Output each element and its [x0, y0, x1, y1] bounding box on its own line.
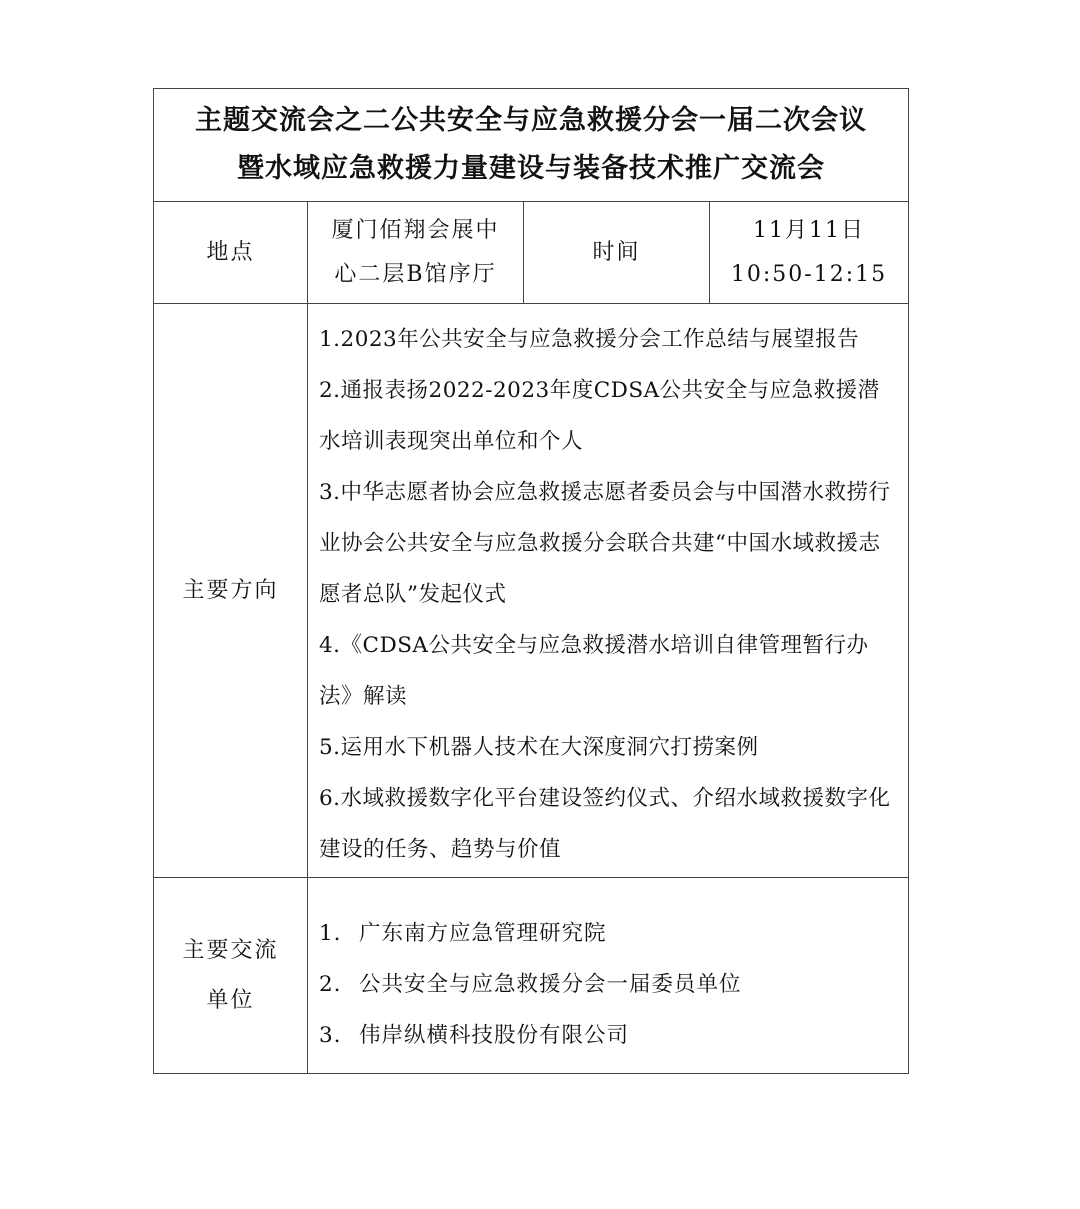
- unit-name: 广东南方应急管理研究院: [359, 921, 607, 946]
- location-value-line-2: 心二层B馆序厅: [334, 261, 497, 287]
- unit-number: 2.: [319, 972, 342, 997]
- units-row: [154, 878, 909, 1074]
- location-value-line-1: 厦门佰翔会展中: [331, 217, 500, 243]
- unit-item: [319, 959, 898, 1010]
- directions-content: [308, 304, 909, 878]
- unit-number: 3.: [319, 1023, 342, 1048]
- title-line-2: 暨水域应急救援力量建设与装备技术推广交流会: [237, 153, 825, 184]
- unit-item: [319, 1010, 898, 1061]
- direction-item: 6.水域救援数字化平台建设签约仪式、介绍水域救援数字化建设的任务、趋势与价值: [319, 786, 891, 862]
- meeting-info-table: [153, 88, 909, 1074]
- direction-item: 1.2023年公共安全与应急救援分会工作总结与展望报告: [319, 327, 860, 352]
- units-label-cell: [154, 878, 308, 1074]
- location-label-cell: [154, 202, 308, 304]
- direction-item: 2.通报表扬2022-2023年度CDSA公共安全与应急救援潜水培训表现突出单位和个人: [319, 378, 880, 454]
- directions-label-cell: [154, 304, 308, 878]
- time-date: 11月11日: [753, 217, 865, 243]
- directions-row: [154, 304, 909, 878]
- unit-item: [319, 908, 898, 959]
- title-line-1: 主题交流会之二公共安全与应急救援分会一届二次会议: [195, 105, 867, 136]
- directions-label: 主要方向: [182, 577, 279, 603]
- meeting-title: [154, 89, 909, 202]
- meta-row: [154, 202, 909, 304]
- direction-item: 5.运用水下机器人技术在大深度洞穴打捞案例: [319, 735, 759, 760]
- unit-name: 伟岸纵横科技股份有限公司: [359, 1023, 630, 1048]
- units-label-line-1: 主要交流: [182, 937, 279, 963]
- time-label: 时间: [592, 239, 641, 265]
- time-range: 10:50-12:15: [730, 261, 888, 287]
- units-label-line-2: 单位: [206, 987, 255, 1013]
- unit-name: 公共安全与应急救援分会一届委员单位: [359, 972, 742, 997]
- title-row: [154, 89, 909, 202]
- units-content: [308, 878, 909, 1074]
- unit-number: 1.: [319, 921, 342, 946]
- location-value-cell: [308, 202, 524, 304]
- direction-item: 4.《CDSA公共安全与应急救援潜水培训自律管理暂行办法》解读: [319, 633, 869, 709]
- location-label: 地点: [206, 239, 255, 265]
- time-value-cell: [710, 202, 909, 304]
- direction-item: 3.中华志愿者协会应急救援志愿者委员会与中国潜水救捞行业协会公共安全与应急救援分会联合共建“中国水域救援志愿者总队”发起仪式: [319, 480, 891, 607]
- time-label-cell: [524, 202, 710, 304]
